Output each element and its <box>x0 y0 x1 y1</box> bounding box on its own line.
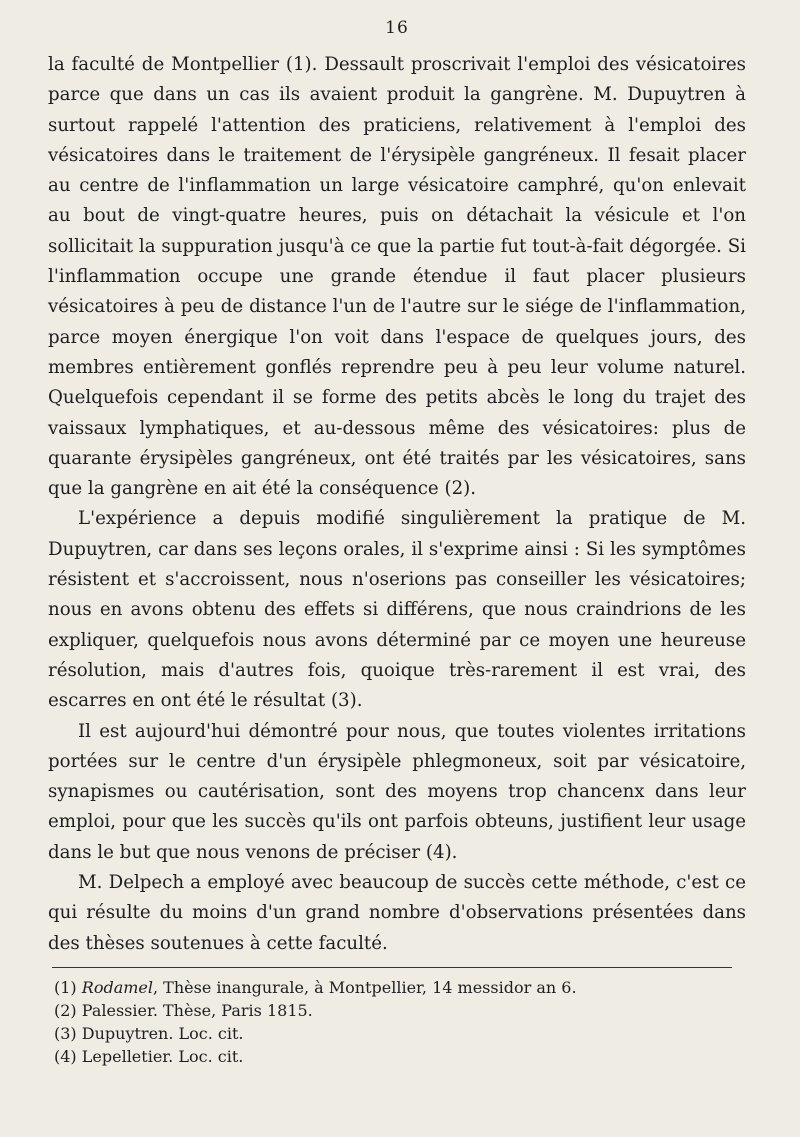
body-text <box>48 50 746 959</box>
footnote-text: Lepelletier. Loc. cit. <box>81 1046 244 1066</box>
footnote-marker: (4) <box>54 1046 77 1066</box>
paragraph-3: Il est aujourd'hui démontré pour nous, que toutes violentes irritations portées sur le centre d'un érysipèle phlegmoneux, soit par vésicatoire, synapismes ou cautérisation, sont des moyens trop chancenx dans leur emploi, pour que les succès qu'ils ont parfois obteuns, justifient leur usage dans le but que nous venons de préciser (4). <box>48 720 746 863</box>
paragraph-2: L'expérience a depuis modifié singulièrement la pratique de M. Dupuytren, car dans ses leçons orales, il s'exprime ainsi : Si les symptômes résistent et s'accroissent, nous n'oserions pas conseiller les vésicatoires; nous en avons obtenu des effets si différens, que nous craindrions de les expliquer, quelquefois nous avons déterminé par ce moyen une heureuse résolution, mais d'autres fois, quoique très-rarement il est vrai, des escarres en ont été le résultat (3). <box>48 508 746 712</box>
footnote-marker: (2) <box>54 1000 77 1020</box>
footnote-4 <box>54 1045 746 1068</box>
footnote-1 <box>54 976 746 999</box>
footnote-divider <box>52 967 732 968</box>
footnote-text: , Thèse inangurale, à Montpellier, 14 messidor an 6. <box>152 977 577 997</box>
footnote-text: Palessier. Thèse, Paris 1815. <box>81 1000 313 1020</box>
paragraph-4: M. Delpech a employé avec beaucoup de succès cette méthode, c'est ce qui résulte du moins d'un grand nombre d'observations présentées dans des thèses soutenues à cette faculté. <box>48 872 746 954</box>
footnote-author: Rodamel <box>81 977 153 997</box>
footnote-marker: (3) <box>54 1023 77 1043</box>
paragraph-1: la faculté de Montpellier (1). Dessault proscrivait l'emploi des vésicatoires parce que dans un cas ils avaient produit la gangrène. M. Dupuytren à surtout rappelé l'attention des praticiens, relativement à l'emploi des vésicatoires dans le traitement de l'érysipèle gangréneux. Il fesait placer au centre de l'inflammation un large vésicatoire camphré, qu'on enlevait au bout de vingt-quatre heures, puis on détachait la vésicule et l'on sollicitait la suppuration jusqu'à ce que la partie fut tout-à-fait dégorgée. Si l'inflammation occupe une grande étendue il faut placer plusieurs vésicatoires à peu de distance l'un de l'autre sur le siége de l'inflammation, parce moyen énergique l'on voit dans l'espace de quelques jours, des membres entièrement gonflés reprendre peu à peu leur volume naturel. Quelquefois cependant il se forme des petits abcès le long du trajet des vaissaux lymphatiques, et au-dessous même des vésicatoires: plus de quarante érysipèles gangréneux, ont été traités par les vésicatoires, sans que la gangrène en ait été la conséquence (2). <box>48 54 746 500</box>
footnote-marker: (1) <box>54 977 77 997</box>
footnote-text: Dupuytren. Loc. cit. <box>81 1023 244 1043</box>
page-number: 16 <box>385 18 409 38</box>
footnote-2 <box>54 999 746 1022</box>
footnotes <box>48 976 746 1068</box>
footnote-3 <box>54 1022 746 1045</box>
